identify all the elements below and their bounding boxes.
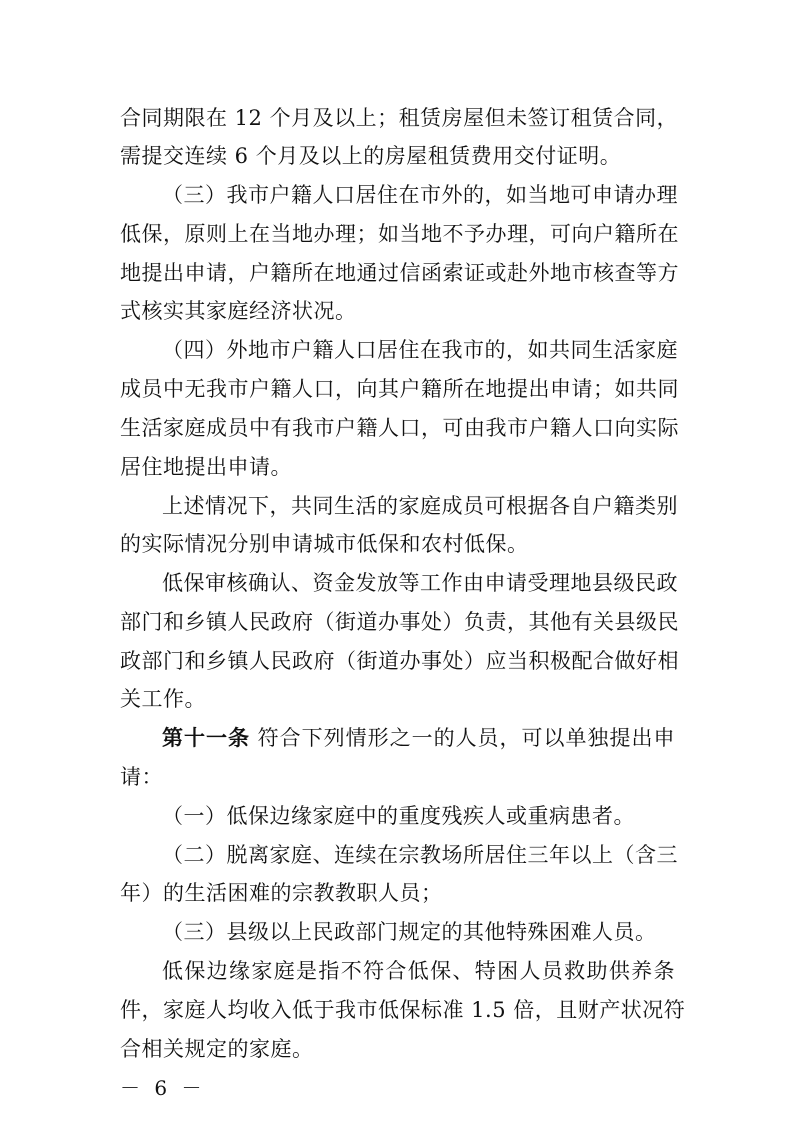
text-line: 件，家庭人均收入低于我市低保标准 1.5 倍，且财产状况符: [120, 998, 686, 1022]
text-line: 成员中无我市户籍人口，向其户籍所在地提出申请；如共同: [120, 377, 679, 401]
text-line: 合相关规定的家庭。: [120, 1037, 314, 1061]
text-line: 式核实其家庭经济状况。: [120, 299, 357, 323]
article-line: [162, 726, 675, 750]
text-line: 低保审核确认、资金发放等工作由申请受理地县级民政: [162, 571, 678, 595]
text-line: 地提出申请，户籍所在地通过信函索证或赴外地市核查等方: [120, 261, 679, 285]
text-line: 低保边缘家庭是指不符合低保、特困人员救助供养条: [162, 959, 675, 983]
text-line: 关工作。: [120, 687, 206, 711]
article-heading: 第十一条: [162, 726, 250, 750]
text-line: 合同期限在 12 个月及以上；租赁房屋但未签订租赁合同，: [120, 106, 679, 130]
text-line: （二）脱离家庭、连续在宗教场所居住三年以上（含三: [162, 843, 678, 867]
text-line: 居住地提出申请。: [120, 455, 292, 479]
text-line: （四）外地市户籍人口居住在我市的，如共同生活家庭: [162, 338, 678, 362]
text-line: 政部门和乡镇人民政府（街道办事处）应当积极配合做好相: [120, 649, 679, 673]
text-line: 部门和乡镇人民政府（街道办事处）负责，其他有关县级民: [120, 610, 679, 634]
text-line: （三）县级以上民政部门规定的其他特殊困难人员。: [162, 920, 657, 944]
text-line: （一）低保边缘家庭中的重度残疾人或重病患者。: [162, 804, 635, 828]
text-line: 请：: [120, 765, 163, 789]
text-line: 年）的生活困难的宗教教职人员；: [120, 881, 443, 905]
text-line: 低保，原则上在当地办理；如当地不予办理，可向户籍所在: [120, 222, 679, 246]
page-number: － 6 －: [120, 1076, 206, 1100]
text-line: 的实际情况分别申请城市低保和农村低保。: [120, 532, 529, 556]
text-line: 生活家庭成员中有我市户籍人口，可由我市户籍人口向实际: [120, 416, 679, 440]
text-line: （三）我市户籍人口居住在市外的，如当地可申请办理: [162, 183, 678, 207]
text-line: 需提交连续 6 个月及以上的房屋租赁费用交付证明。: [120, 144, 622, 168]
text-line: 符合下列情形之一的人员，可以单独提出申: [257, 726, 675, 750]
text-line: 上述情况下，共同生活的家庭成员可根据各自户籍类别: [162, 494, 678, 518]
